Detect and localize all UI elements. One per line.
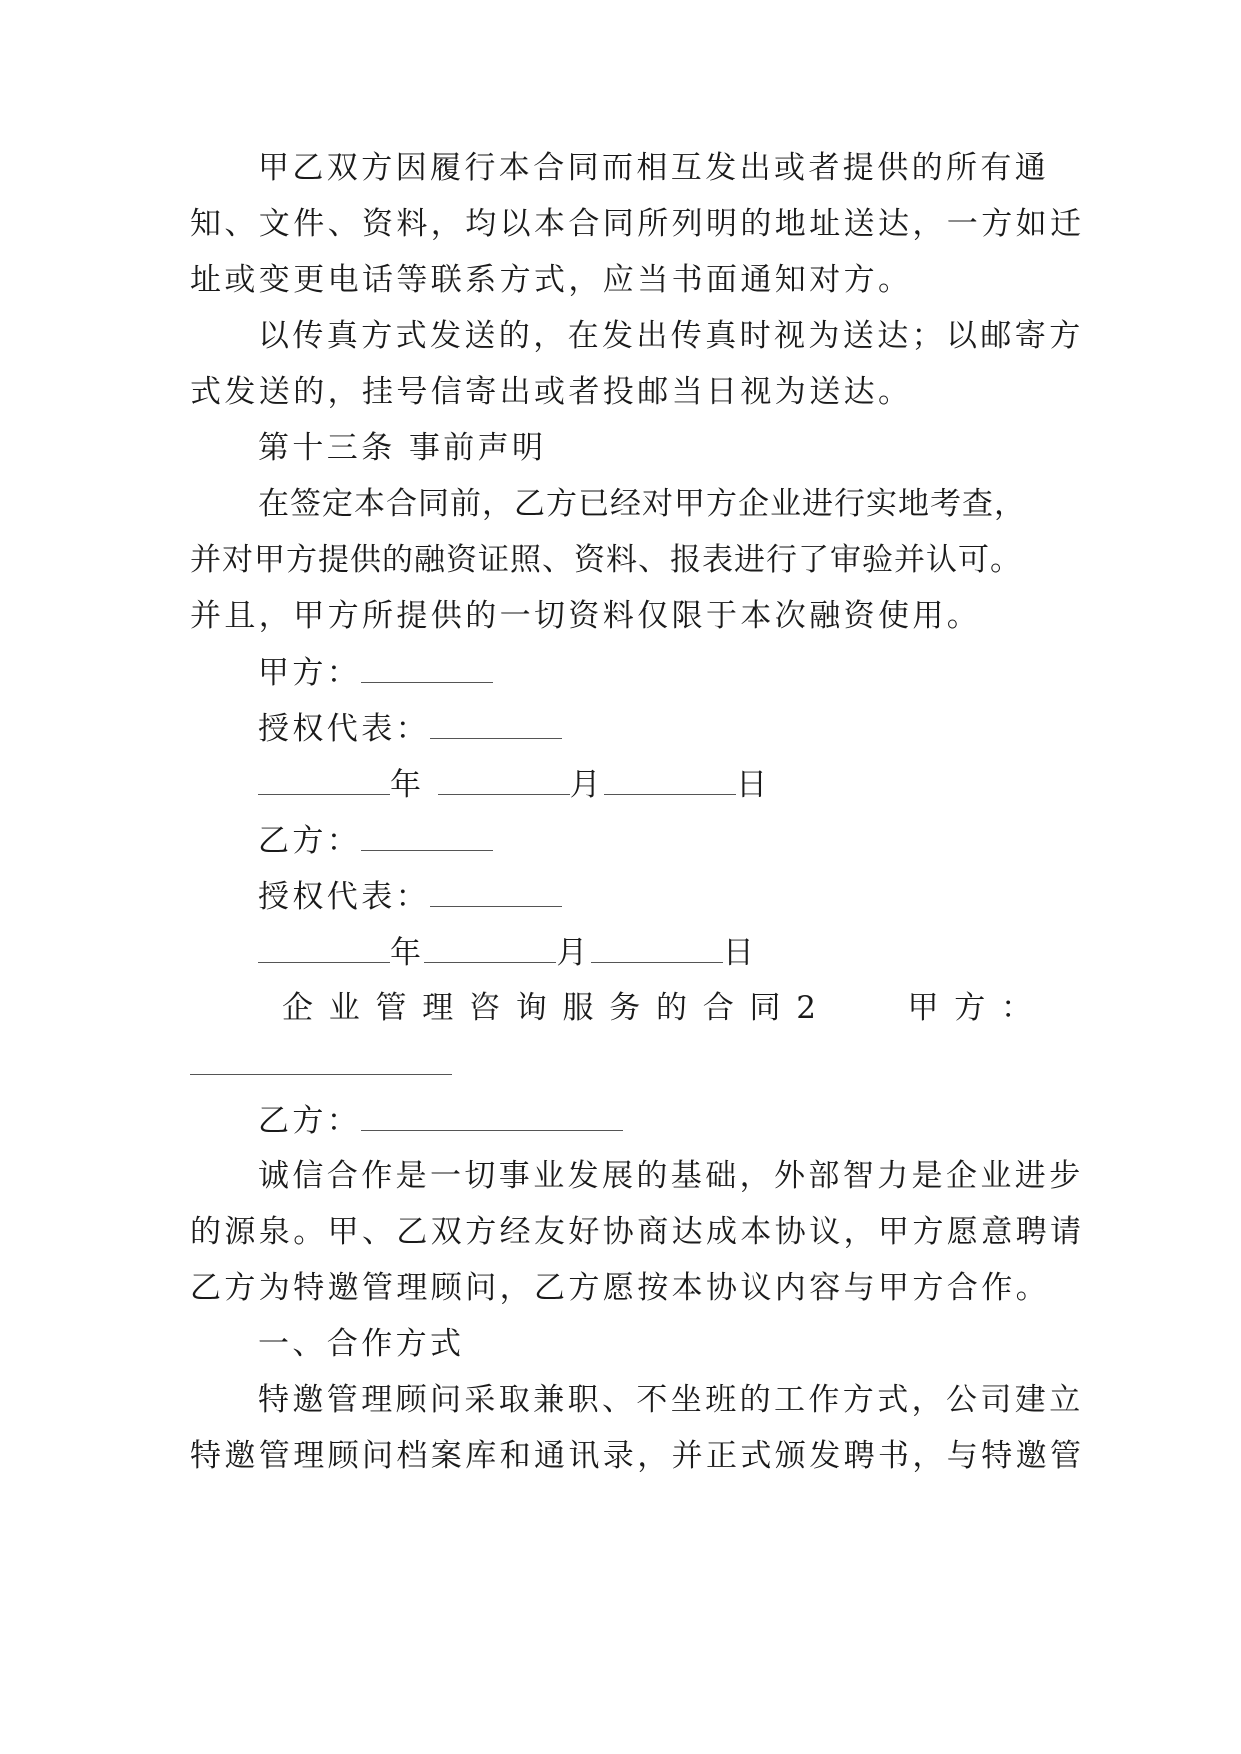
paragraph-line: 并对甲方提供的融资证照、资料、报表进行了审验并认可。 [190,542,1022,578]
title-char: 方 [954,990,986,1026]
title-char: 2 [796,990,816,1026]
paragraph-line: 在签定本合同前，乙方已经对甲方企业进行实地考查， [258,486,1026,522]
year-blank [258,764,390,795]
paragraph-line: 式发送的，挂号信寄出或者投邮当日视为送达。 [190,374,913,410]
title-char: 企 [282,990,313,1026]
party-a-label: 甲方： [258,655,362,691]
article-heading: 第十三条 事前声明 [258,430,547,466]
signature-party-a [258,652,1138,692]
paragraph-line: 甲乙双方因履行本合同而相互发出或者提供的所有通 [258,150,1050,186]
rep-b-blank [430,876,562,907]
rep-a-label: 授权代表： [258,711,430,747]
contract-title-line [282,988,1032,1028]
signature-date-b [258,932,1138,972]
year-label: 年 [390,767,425,803]
rep-b-label: 授权代表： [258,879,430,915]
paragraph-line: 以传真方式发送的，在发出传真时视为送达；以邮寄方 [258,318,1084,354]
paragraph-line: 诚信合作是一切事业发展的基础，外部智力是企业进步 [258,1158,1084,1194]
contract2-party-b [258,1100,1138,1140]
day-blank [604,764,736,795]
signature-date-a [258,764,1138,804]
month-blank [424,932,556,963]
signature-party-b [258,820,1138,860]
title-char: ： [1000,990,1032,1026]
party-b-blank [361,820,493,851]
party-a-blank [361,652,493,683]
title-char: 合 [702,990,734,1026]
title-char: 同 [749,990,781,1026]
paragraph-line: 知、文件、资料，均以本合同所列明的地址送达，一方如迁 [190,206,1085,242]
year-label: 年 [390,935,425,971]
month-blank [438,764,570,795]
paragraph-line: 并且，甲方所提供的一切资料仅限于本次融资使用。 [190,598,982,634]
paragraph-line: 特邀管理顾问采取兼职、不坐班的工作方式，公司建立 [258,1382,1084,1418]
signature-rep-b [258,876,1138,916]
paragraph-line: 特邀管理顾问档案库和通讯录，并正式颁发聘书，与特邀管 [190,1438,1085,1474]
title-char: 服 [562,990,594,1026]
year-blank [258,932,390,963]
party-a-blank [190,1044,452,1075]
title-char: 甲 [907,990,939,1026]
section-heading: 一、合作方式 [258,1326,465,1362]
title-char: 询 [515,990,547,1026]
party-a-blank-line [190,1044,1070,1084]
title-char: 理 [422,990,454,1026]
signature-rep-a [258,708,1138,748]
paragraph-line: 的源泉。甲、乙双方经友好协商达成本协议，甲方愿意聘请 [190,1214,1085,1250]
title-char: 的 [656,990,687,1026]
title-char: 业 [328,990,360,1026]
party-b-label: 乙方： [258,823,362,859]
rep-a-blank [430,708,562,739]
day-label: 日 [722,935,758,971]
title-char: 咨 [469,990,500,1026]
day-label: 日 [736,767,771,803]
party-b-label: 乙方： [258,1103,362,1139]
title-char [832,988,892,1028]
title-char: 务 [609,990,641,1026]
title-char: 管 [375,990,407,1026]
party-b-blank [361,1100,623,1131]
month-label: 月 [569,767,605,803]
paragraph-line: 址或变更电话等联系方式，应当书面通知对方。 [190,262,913,298]
paragraph-line: 乙方为特邀管理顾问，乙方愿按本协议内容与甲方合作。 [190,1270,1050,1306]
day-blank [591,932,723,963]
month-label: 月 [556,935,591,971]
